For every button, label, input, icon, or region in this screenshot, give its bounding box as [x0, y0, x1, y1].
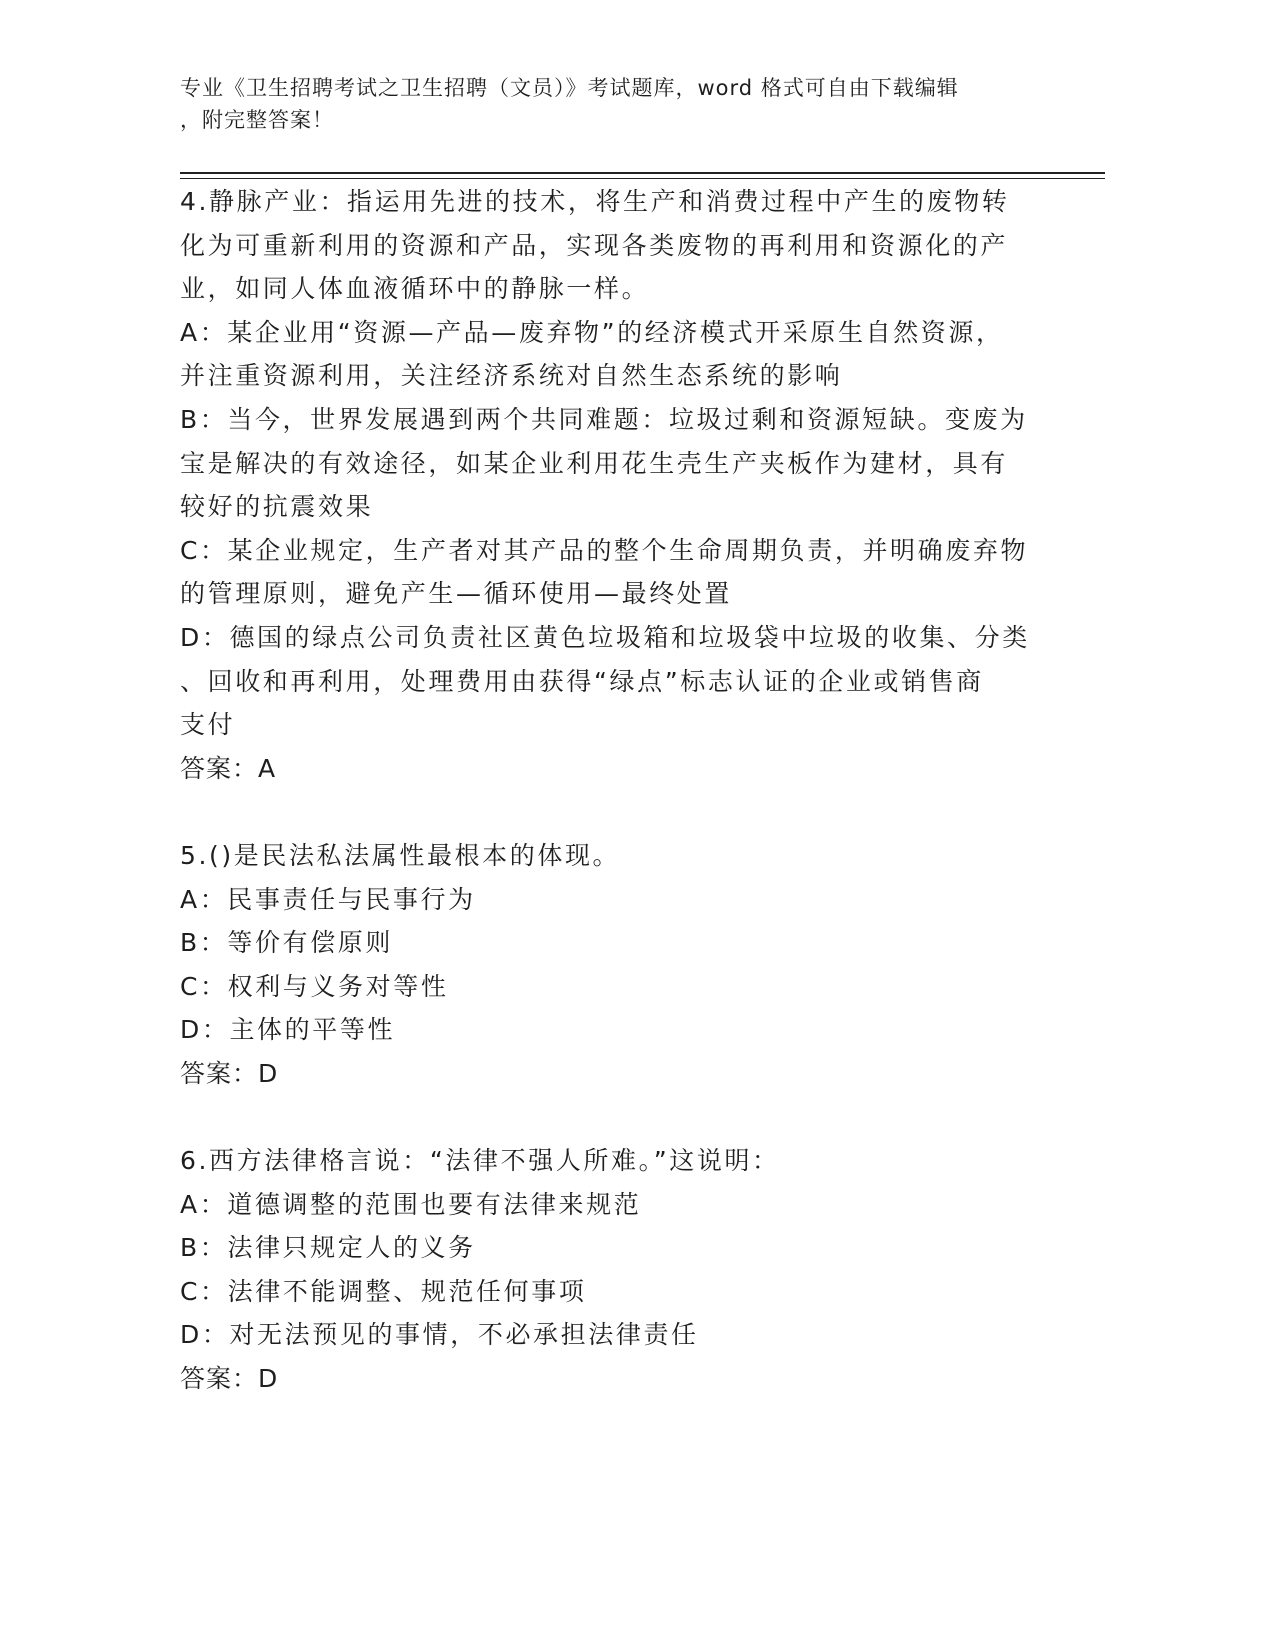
header-line-2: ，附完整答案！ — [180, 108, 334, 132]
option-b: B：等价有偿原则 — [180, 928, 393, 958]
option-d: D：对无法预见的事情，不必承担法律责任 — [180, 1320, 699, 1350]
option-line: 宝是解决的有效途径，如某企业利用花生壳生产夹板作为建材，具有 — [180, 448, 1009, 478]
option-line: 、回收和再利用，处理费用由获得“绿点”标志认证的企业或销售商 — [180, 666, 984, 696]
option-d — [180, 616, 1040, 747]
answer-label: 答案：D — [180, 1058, 279, 1088]
option-a: A：道德调整的范围也要有法律来规范 — [180, 1189, 642, 1219]
option-b: B：法律只规定人的义务 — [180, 1233, 476, 1263]
answer-label: 答案：D — [180, 1364, 279, 1394]
question-stem-line: 5.()是民法私法属性最根本的体现。 — [180, 840, 621, 870]
option-c: C：权利与义务对等性 — [180, 971, 449, 1001]
header-divider-thick — [180, 172, 1105, 174]
option-line: 较好的抗震效果 — [180, 492, 374, 522]
option-a — [180, 311, 1040, 398]
option-c: C：法律不能调整、规范任何事项 — [180, 1276, 587, 1306]
question-stem-line: 6.西方法律格言说：“法律不强人所难。”这说明： — [180, 1146, 780, 1176]
question-4 — [180, 180, 1040, 790]
document-header — [180, 72, 1040, 136]
header-divider-thin — [180, 178, 1105, 179]
question-5 — [180, 834, 1040, 1096]
question-stem-line: 化为可重新利用的资源和产品，实现各类废物的再利用和资源化的产 — [180, 230, 1009, 260]
question-stem-line: 4.静脉产业：指运用先进的技术，将生产和消费过程中产生的废物转 — [180, 187, 1010, 216]
option-a: A：民事责任与民事行为 — [180, 884, 476, 914]
question-stem-line: 业，如同人体血液循环中的静脉一样。 — [180, 274, 650, 304]
option-line: A：某企业用“资源—产品—废弃物”的经济模式开采原生自然资源， — [180, 317, 1004, 347]
option-line: 并注重资源利用，关注经济系统对自然生态系统的影响 — [180, 361, 843, 391]
option-line: 支付 — [180, 710, 236, 740]
question-spacer — [180, 1095, 1040, 1139]
option-line: D：德国的绿点公司负责社区黄色垃圾箱和垃圾袋中垃圾的收集、分类 — [180, 622, 1030, 652]
answer-label: 答案：A — [180, 753, 277, 783]
question-spacer — [180, 790, 1040, 834]
option-c — [180, 529, 1040, 616]
option-line: 的管理原则，避免产生—循环使用—最终处置 — [180, 579, 733, 609]
option-d: D：主体的平等性 — [180, 1015, 396, 1045]
question-6 — [180, 1139, 1040, 1401]
option-line: C：某企业规定，生产者对其产品的整个生命周期负责，并明确废弃物 — [180, 535, 1029, 565]
header-line-1: 专业《卫生招聘考试之卫生招聘（文员）》考试题库，word 格式可自由下载编辑 — [180, 76, 959, 100]
question-list — [180, 180, 1040, 1401]
option-b — [180, 398, 1040, 529]
option-line: B：当今，世界发展遇到两个共同难题：垃圾过剩和资源短缺。变废为 — [180, 404, 1028, 434]
